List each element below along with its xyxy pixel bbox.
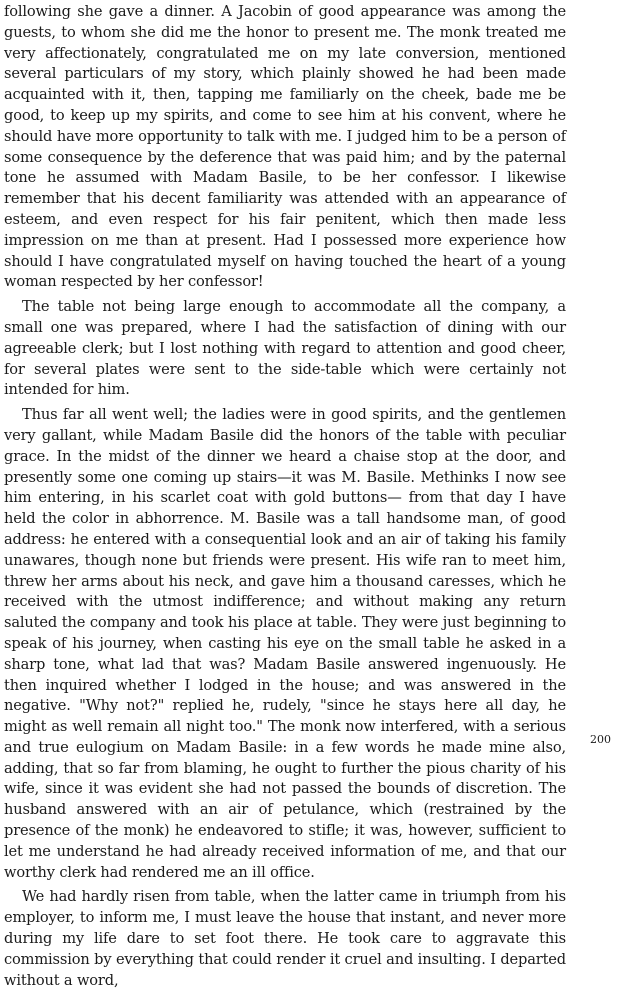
paragraph-1: following she gave a dinner. A Jacobin of good appearance was among the guests, to whom she did me the honor to present me. The monk treated me very affectionately, congratulated me on my late conversion, mentioned several particulars of my story, which plainly showed he had been made acquainted with it, then, tapping me familiarly on the cheek, bade me be good, to keep up my spirits, and come to see him at his convent, where he should have more opportunity to talk with me. I judged him to be a person of some consequence by the deference that was paid him; and by the paternal tone he assumed with Madam Basile, to be her confessor. I likewise remember that his decent familiarity was attended with an appearance of esteem, and even respect for his fair penitent, which then made less impression on me than at present. Had I possessed more experience how should I have congratulated myself on having touched the heart of a young woman respected by her confessor!	[4, 3, 566, 291]
page-number: 200	[590, 733, 611, 746]
paragraph-3: Thus far all went well; the ladies were in good spirits, and the gentlemen very gallant, while Madam Basile did the honors of the table with peculiar grace. In the midst of the dinner we heard a chaise stop at the door, and presently some one coming up stairs—it was M. Basile. Methinks I now see him entering, in his scarlet coat with gold buttons— from that day I have held the color in abhorrence. M. Basile was a tall handsome man, of good address: he entered with a consequential look and an air of taking his family unawares, though none but friends were present. His wife ran to meet him, threw her arms about his neck, and gave him a thousand caresses, which he received with the utmost indifference; and without making any return saluted the company and took his place at table. They were just beginning to speak of his journey, when casting his eye on the small table he asked in a sharp tone, what lad that was? Madam Basile answered ingenuously. He then inquired whether I lodged in the house; and was answered in the negative. "Why not?" replied he, rudely, "since he stays here all day, he might as well remain all night too." The monk now interfered, with a serious and true eulogium on Madam Basile: in a few words he made mine also, adding, that so far from blaming, he ought to further the pious charity of his wife, since it was evident she had not passed the bounds of discretion. The husband answered with an air of petulance, which (restrained by the presence of the monk) he endeavored to stifle; it was, however, sufficient to let me understand he had already received information of me, and that our worthy clerk had rendered me an ill office.	[4, 406, 566, 881]
paragraph-4: We had hardly risen from table, when the latter came in triumph from his employer, to inform me, I must leave the house that instant, and never more during my life dare to set foot there. He took care to aggravate this commission by everything that could render it cruel and insulting. I departed without a word,	[4, 888, 566, 989]
paragraph-2: The table not being large enough to accommodate all the company, a small one was prepared, where I had the satisfaction of dining with our agreeable clerk; but I lost nothing with regard to attention and good cheer, for several plates were sent to the side-table which were certainly not intended for him.	[4, 298, 566, 399]
page-body	[4, 2, 566, 995]
